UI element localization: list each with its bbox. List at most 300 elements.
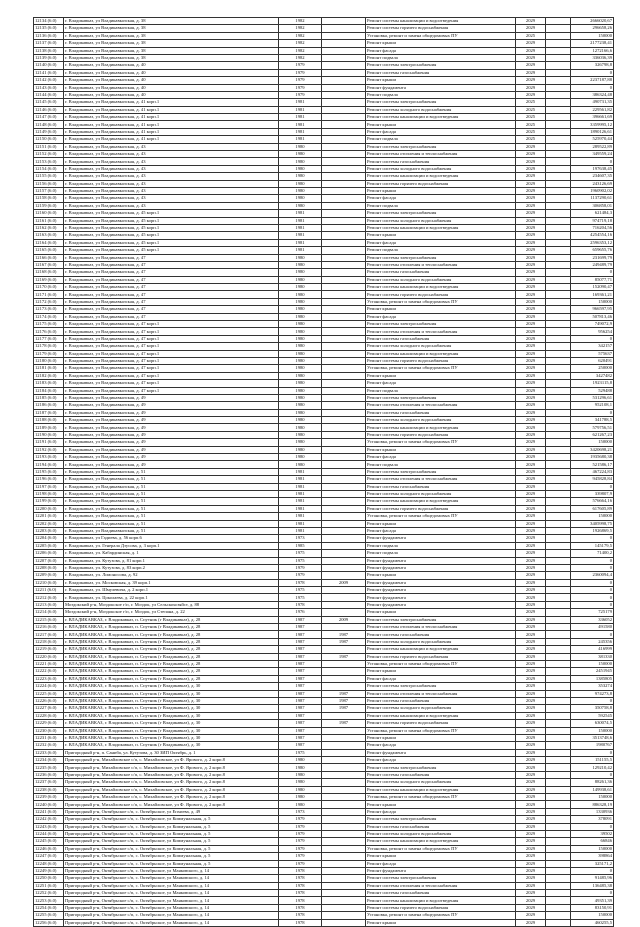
row-id-cell: 12157 (6.0) (34, 187, 64, 194)
repair-year-cell (322, 527, 366, 534)
row-id-cell: 12254 (6.0) (34, 904, 64, 911)
plan-year-cell: 2029 (516, 380, 546, 387)
cost-cell: 1926869,5 (571, 527, 614, 534)
table-row (34, 808, 614, 815)
repair-year-cell (322, 779, 366, 786)
row-id-cell: 12220 (6.0) (34, 653, 64, 660)
extra-cell (546, 114, 571, 121)
cost-cell: 490731,35 (571, 99, 614, 106)
row-id-cell: 12209 (6.0) (34, 572, 64, 579)
build-year-cell: 1980 (279, 187, 322, 194)
extra-cell (546, 136, 571, 143)
row-id-cell: 12208 (6.0) (34, 564, 64, 571)
address-cell: г. Владикавказ, ул Владикавказская, д. 45 корп.1 (64, 239, 279, 246)
cost-cell: 2237187,88 (571, 77, 614, 84)
build-year-cell: 1978 (279, 897, 322, 904)
plan-year-cell: 2029 (516, 564, 546, 571)
work-type-cell: Ремонт системы электроснабжения (366, 210, 516, 217)
build-year-cell: 1980 (279, 173, 322, 180)
repair-year-cell: 1987 (322, 631, 366, 638)
repair-year-cell (322, 357, 366, 364)
table-row (34, 513, 614, 520)
build-year-cell: 1980 (279, 757, 322, 764)
extra-cell (546, 557, 571, 564)
cost-cell: 0 (571, 579, 614, 586)
extra-cell (546, 816, 571, 823)
table-row (34, 380, 614, 387)
repair-year-cell (322, 269, 366, 276)
table-row (34, 284, 614, 291)
build-year-cell: 1981 (279, 520, 322, 527)
repair-year-cell (322, 838, 366, 845)
build-year-cell: 1987 (279, 742, 322, 749)
table-row (34, 32, 614, 39)
plan-year-cell: 2029 (516, 306, 546, 313)
work-type-cell: Ремонт подвала (366, 91, 516, 98)
table-row (34, 550, 614, 557)
work-type-cell: Ремонт крыши (366, 40, 516, 47)
plan-year-cell: 2029 (516, 409, 546, 416)
repair-year-cell (322, 749, 366, 756)
cost-cell: 306858,01 (571, 202, 614, 209)
repair-year-cell: 2009 (322, 579, 366, 586)
work-type-cell: Ремонт фундамента (366, 867, 516, 874)
address-cell: г. Владикавказ, ул Владикавказская, д. 47 (64, 291, 279, 298)
table-row (34, 660, 614, 667)
cost-cell: 145179,5 (571, 542, 614, 549)
plan-year-cell: 2029 (516, 786, 546, 793)
table-row (34, 542, 614, 549)
extra-cell (546, 786, 571, 793)
plan-year-cell: 2029 (516, 505, 546, 512)
build-year-cell: 1982 (279, 18, 322, 25)
table-row (34, 224, 614, 231)
address-cell: Пригородный р-н, Михайловское с/п, с. Михайловское, ул Ф. Ярового, д. 2 корп.8 (64, 771, 279, 778)
table-row (34, 217, 614, 224)
build-year-cell: 1981 (279, 114, 322, 121)
cost-cell: 3513748,6 (571, 734, 614, 741)
table-row (34, 520, 614, 527)
table-row (34, 616, 614, 623)
extra-cell (546, 823, 571, 830)
table-row (34, 18, 614, 25)
work-type-cell: Ремонт фундамента (366, 535, 516, 542)
address-cell: г. Владикавказ, ул. Московская, д. 39 корп.1 (64, 579, 279, 586)
repair-year-cell: 2009 (322, 616, 366, 623)
build-year-cell: 1987 (279, 734, 322, 741)
cost-cell: 886328,19 (571, 801, 614, 808)
plan-year-cell: 2029 (516, 239, 546, 246)
table-row (34, 387, 614, 394)
build-year-cell: 1982 (279, 25, 322, 32)
extra-cell (546, 764, 571, 771)
capital-repair-table (33, 17, 614, 927)
repair-year-cell (322, 84, 366, 91)
extra-cell (546, 845, 571, 852)
cost-cell: 150000 (571, 439, 614, 446)
address-cell: Пригородный р-н, Михайловское с/п, с. Михайловское, ул Ф. Ярового, д. 2 корп.8 (64, 779, 279, 786)
table-row (34, 882, 614, 889)
row-id-cell: 12225 (6.0) (34, 690, 64, 697)
table-row (34, 875, 614, 882)
address-cell: г. Владикавказ, ул Владикавказская, д. 45 корп.1 (64, 224, 279, 231)
row-id-cell: 12144 (6.0) (34, 91, 64, 98)
address-cell: г. Владикавказ, ул Владикавказская, д. 40 (64, 91, 279, 98)
extra-cell (546, 675, 571, 682)
cost-cell: 378091 (571, 816, 614, 823)
extra-cell (546, 742, 571, 749)
extra-cell (546, 313, 571, 320)
table-row (34, 187, 614, 194)
repair-year-cell (322, 764, 366, 771)
extra-cell (546, 298, 571, 305)
work-type-cell: Установка, ремонт и замена общедомовых ПУ (366, 794, 516, 801)
extra-cell (546, 904, 571, 911)
cost-cell: 1935680,38 (571, 454, 614, 461)
plan-year-cell: 2029 (516, 542, 546, 549)
address-cell: г. Владикавказ, ул Владикавказская, д. 43 (64, 173, 279, 180)
repair-year-cell (322, 505, 366, 512)
table-row (34, 579, 614, 586)
row-id-cell: 12186 (6.0) (34, 402, 64, 409)
work-type-cell: Установка, ремонт и замена общедомовых ПУ (366, 439, 516, 446)
cost-cell: 579756,51 (571, 424, 614, 431)
build-year-cell: 1981 (279, 121, 322, 128)
repair-year-cell (322, 158, 366, 165)
build-year-cell: 1987 (279, 668, 322, 675)
repair-year-cell (322, 54, 366, 61)
repair-year-cell (322, 587, 366, 594)
cost-cell: 66846 (571, 838, 614, 845)
table-row (34, 912, 614, 919)
plan-year-cell: 2029 (516, 535, 546, 542)
extra-cell (546, 25, 571, 32)
extra-cell (546, 550, 571, 557)
plan-year-cell: 2029 (516, 424, 546, 431)
build-year-cell: 1982 (279, 54, 322, 61)
plan-year-cell: 2029 (516, 845, 546, 852)
address-cell: г. Владикавказ, ул Владикавказская, д. 49 (64, 446, 279, 453)
build-year-cell: 1973 (279, 535, 322, 542)
table-row (34, 801, 614, 808)
extra-cell (546, 564, 571, 571)
cost-cell: 621484,3 (571, 210, 614, 217)
plan-year-cell: 2029 (516, 742, 546, 749)
cost-cell: 491580 (571, 624, 614, 631)
repair-year-cell (322, 439, 366, 446)
table-row (34, 291, 614, 298)
table-row (34, 764, 614, 771)
row-id-cell: 12172 (6.0) (34, 298, 64, 305)
row-id-cell: 12162 (6.0) (34, 224, 64, 231)
build-year-cell: 1979 (279, 823, 322, 830)
plan-year-cell: 2029 (516, 394, 546, 401)
address-cell: г. ВЛАДИКАВКАЗ, г. Владикавказ, п. Спутник (г Владикавказ), д. 28 (64, 660, 279, 667)
cost-cell: 249489,79 (571, 261, 614, 268)
row-id-cell: 12224 (6.0) (34, 683, 64, 690)
table-row (34, 461, 614, 468)
address-cell: г. Владикавказ, ул. Ломоносова, д. 92 (64, 572, 279, 579)
address-cell: г. ВЛАДИКАВКАЗ, г. Владикавказ, п. Спутник (г Владикавказ), д. 28 (64, 646, 279, 653)
table-row (34, 816, 614, 823)
repair-year-cell (322, 114, 366, 121)
table-row (34, 587, 614, 594)
extra-cell (546, 321, 571, 328)
row-id-cell: 12222 (6.0) (34, 668, 64, 675)
address-cell: г. Владикавказ, ул Владикавказская, д. 41 корп.1 (64, 114, 279, 121)
extra-cell (546, 121, 571, 128)
plan-year-cell: 2029 (516, 904, 546, 911)
table-row (34, 491, 614, 498)
row-id-cell: 12193 (6.0) (34, 454, 64, 461)
address-cell: г. ВЛАДИКАВКАЗ, г. Владикавказ, п. Спутник (г Владикавказ), д. 30 (64, 727, 279, 734)
plan-year-cell: 2029 (516, 365, 546, 372)
cost-cell: 945828,84 (571, 476, 614, 483)
plan-year-cell: 2029 (516, 232, 546, 239)
address-cell: г. Владикавказ, ул Владикавказская, д. 47 корп.1 (64, 321, 279, 328)
plan-year-cell: 2029 (516, 853, 546, 860)
row-id-cell: 12219 (6.0) (34, 646, 64, 653)
row-id-cell: 12202 (6.0) (34, 520, 64, 527)
address-cell: г. Владикавказ, ул Владикавказская, д. 51 (64, 520, 279, 527)
table-row (34, 919, 614, 926)
work-type-cell: Ремонт крыши (366, 801, 516, 808)
cost-cell: 83150,91 (571, 904, 614, 911)
address-cell: г. ВЛАДИКАВКАЗ, г. Владикавказ, п. Спутник (г Владикавказ), д. 30 (64, 742, 279, 749)
address-cell: Пригородный р-н, Октябрьское с/п, с. Октябрьское, ул Маяковского, д. 14 (64, 882, 279, 889)
row-id-cell: 12228 (6.0) (34, 712, 64, 719)
plan-year-cell: 2029 (516, 919, 546, 926)
build-year-cell: 1987 (279, 638, 322, 645)
row-id-cell: 12187 (6.0) (34, 409, 64, 416)
build-year-cell: 1987 (279, 660, 322, 667)
extra-cell (546, 402, 571, 409)
row-id-cell: 12164 (6.0) (34, 239, 64, 246)
work-type-cell: Ремонт системы холодного водоснабжения (366, 165, 516, 172)
row-id-cell: 12204 (6.0) (34, 535, 64, 542)
row-id-cell: 12134 (6.0) (34, 18, 64, 25)
work-type-cell: Ремонт системы канализации и водоотведения (366, 173, 516, 180)
plan-year-cell: 2029 (516, 838, 546, 845)
table-row (34, 210, 614, 217)
cost-cell: 250000 (571, 365, 614, 372)
extra-cell (546, 158, 571, 165)
plan-year-cell: 2029 (516, 616, 546, 623)
cost-cell: 325171,2 (571, 860, 614, 867)
plan-year-cell: 2029 (516, 808, 546, 815)
table-row (34, 25, 614, 32)
build-year-cell: 1987 (279, 727, 322, 734)
extra-cell (546, 202, 571, 209)
address-cell: Пригородный р-н, Октябрьское с/п, с. Октябрьское, ул Коммунальная, д. 5 (64, 830, 279, 837)
row-id-cell: 12198 (6.0) (34, 491, 64, 498)
build-year-cell: 1978 (279, 875, 322, 882)
repair-year-cell (322, 380, 366, 387)
row-id-cell: 12205 (6.0) (34, 542, 64, 549)
cost-cell: 150000 (571, 912, 614, 919)
address-cell: г. Владикавказ, ул Владикавказская, д. 51 (64, 513, 279, 520)
table-row (34, 786, 614, 793)
repair-year-cell: 1987 (322, 638, 366, 645)
address-cell: г. Владикавказ, ул Владикавказская, д. 43 (64, 143, 279, 150)
address-cell: г. Владикавказ, ул Владикавказская, д. 49 (64, 402, 279, 409)
repair-year-cell (322, 542, 366, 549)
row-id-cell: 12156 (6.0) (34, 180, 64, 187)
address-cell: г. Владикавказ, ул Владикавказская, д. 47 (64, 313, 279, 320)
address-cell: г. Владикавказ, ул Гадиева, д. 56 корп.6 (64, 535, 279, 542)
row-id-cell: 12234 (6.0) (34, 757, 64, 764)
plan-year-cell: 2029 (516, 764, 546, 771)
plan-year-cell: 2029 (516, 321, 546, 328)
build-year-cell: 1981 (279, 224, 322, 231)
address-cell: г. Владикавказ, ул Владикавказская, д. 49 (64, 431, 279, 438)
plan-year-cell: 2025 (516, 121, 546, 128)
cost-cell: 525970,44 (571, 136, 614, 143)
work-type-cell: Ремонт фундамента (366, 587, 516, 594)
cost-cell: 229561,82 (571, 106, 614, 113)
repair-year-cell (322, 328, 366, 335)
address-cell: г. Владикавказ, ул Владикавказская, д. 49 (64, 424, 279, 431)
extra-cell (546, 624, 571, 631)
address-cell: г. Владикавказ, ул Владикавказская, д. 40 (64, 62, 279, 69)
build-year-cell: 1987 (279, 690, 322, 697)
table-row (34, 261, 614, 268)
address-cell: г. ВЛАДИКАВКАЗ, г. Владикавказ, п. Спутник (г Владикавказ), д. 30 (64, 690, 279, 697)
cost-cell: 416999 (571, 646, 614, 653)
cost-cell: 1960902,02 (571, 187, 614, 194)
repair-year-cell (322, 461, 366, 468)
address-cell: г. Владикавказ, ул Владикавказская, д. 43 (64, 202, 279, 209)
work-type-cell: Ремонт системы отопления и теплоснабжения (366, 151, 516, 158)
table-row (34, 417, 614, 424)
plan-year-cell: 2029 (516, 816, 546, 823)
extra-cell (546, 284, 571, 291)
table-row (34, 446, 614, 453)
extra-cell (546, 165, 571, 172)
row-id-cell: 12152 (6.0) (34, 151, 64, 158)
build-year-cell: 1981 (279, 476, 322, 483)
work-type-cell: Ремонт системы отопления и теплоснабжения (366, 261, 516, 268)
repair-year-cell (322, 594, 366, 601)
row-id-cell: 12221 (6.0) (34, 660, 64, 667)
work-type-cell: Ремонт системы холодного водоснабжения (366, 106, 516, 113)
extra-cell (546, 187, 571, 194)
build-year-cell: 1978 (279, 579, 322, 586)
work-type-cell: Ремонт системы отопления и теплоснабжения (366, 690, 516, 697)
repair-year-cell (322, 668, 366, 675)
table-row (34, 860, 614, 867)
plan-year-cell: 2029 (516, 47, 546, 54)
plan-year-cell: 2029 (516, 527, 546, 534)
table-row (34, 476, 614, 483)
build-year-cell: 1980 (279, 424, 322, 431)
extra-cell (546, 882, 571, 889)
extra-cell (546, 409, 571, 416)
extra-cell (546, 357, 571, 364)
build-year-cell: 1980 (279, 269, 322, 276)
address-cell: г. ВЛАДИКАВКАЗ, г. Владикавказ, п. Спутник (г Владикавказ), д. 28 (64, 631, 279, 638)
plan-year-cell: 2029 (516, 498, 546, 505)
build-year-cell: 1981 (279, 106, 322, 113)
cost-cell: 326798,8 (571, 62, 614, 69)
table-row (34, 335, 614, 342)
row-id-cell: 12140 (6.0) (34, 62, 64, 69)
row-id-cell: 12188 (6.0) (34, 417, 64, 424)
work-type-cell: Установка, ремонт и замена общедомовых ПУ (366, 727, 516, 734)
cost-cell: 749072,9 (571, 321, 614, 328)
table-row (34, 705, 614, 712)
table-row (34, 624, 614, 631)
plan-year-cell: 2029 (516, 491, 546, 498)
work-type-cell: Ремонт крыши (366, 572, 516, 579)
table-row (34, 638, 614, 645)
cost-cell: 725179 (571, 609, 614, 616)
repair-year-cell: 1987 (322, 690, 366, 697)
build-year-cell: 1979 (279, 62, 322, 69)
row-id-cell: 12206 (6.0) (34, 550, 64, 557)
repair-year-cell (322, 106, 366, 113)
row-id-cell: 12230 (6.0) (34, 727, 64, 734)
row-id-cell: 12136 (6.0) (34, 32, 64, 39)
row-id-cell: 12197 (6.0) (34, 483, 64, 490)
row-id-cell: 12147 (6.0) (34, 114, 64, 121)
table-row (34, 328, 614, 335)
address-cell: г. Владикавказ, ул Владикавказская, д. 38 (64, 25, 279, 32)
build-year-cell: 1980 (279, 151, 322, 158)
build-year-cell: 1978 (279, 904, 322, 911)
address-cell: г. Владикавказ, ул. Шмулевича, д. 2 корп.1 (64, 587, 279, 594)
plan-year-cell: 2029 (516, 254, 546, 261)
cost-cell: 150000 (571, 513, 614, 520)
repair-year-cell (322, 683, 366, 690)
row-id-cell: 12190 (6.0) (34, 431, 64, 438)
address-cell: г. Владикавказ, ул Владикавказская, д. 47 (64, 276, 279, 283)
build-year-cell: 1979 (279, 853, 322, 860)
work-type-cell: Установка, ремонт и замена общедомовых ПУ (366, 660, 516, 667)
repair-year-cell (322, 734, 366, 741)
plan-year-cell: 2029 (516, 624, 546, 631)
cost-cell: 592545 (571, 712, 614, 719)
document-page (33, 17, 613, 925)
plan-year-cell: 2029 (516, 675, 546, 682)
repair-year-cell: 1987 (322, 705, 366, 712)
plan-year-cell: 2029 (516, 417, 546, 424)
table-row (34, 697, 614, 704)
work-type-cell: Ремонт системы канализации и водоотведения (366, 838, 516, 845)
build-year-cell: 1980 (279, 143, 322, 150)
row-id-cell: 12135 (6.0) (34, 25, 64, 32)
cost-cell: 460255,5 (571, 919, 614, 926)
row-id-cell: 12247 (6.0) (34, 853, 64, 860)
build-year-cell: 1980 (279, 350, 322, 357)
table-row (34, 269, 614, 276)
build-year-cell: 1987 (279, 675, 322, 682)
build-year-cell: 1979 (279, 91, 322, 98)
repair-year-cell (322, 483, 366, 490)
build-year-cell: 1981 (279, 217, 322, 224)
plan-year-cell: 2029 (516, 513, 546, 520)
row-id-cell: 12159 (6.0) (34, 202, 64, 209)
repair-year-cell (322, 335, 366, 342)
build-year-cell: 1980 (279, 365, 322, 372)
table-row (34, 505, 614, 512)
extra-cell (546, 520, 571, 527)
work-type-cell: Ремонт крыши (366, 187, 516, 194)
table-row (34, 794, 614, 801)
cost-cell: 336036,39 (571, 54, 614, 61)
table-row (34, 712, 614, 719)
cost-cell: 234607,35 (571, 173, 614, 180)
